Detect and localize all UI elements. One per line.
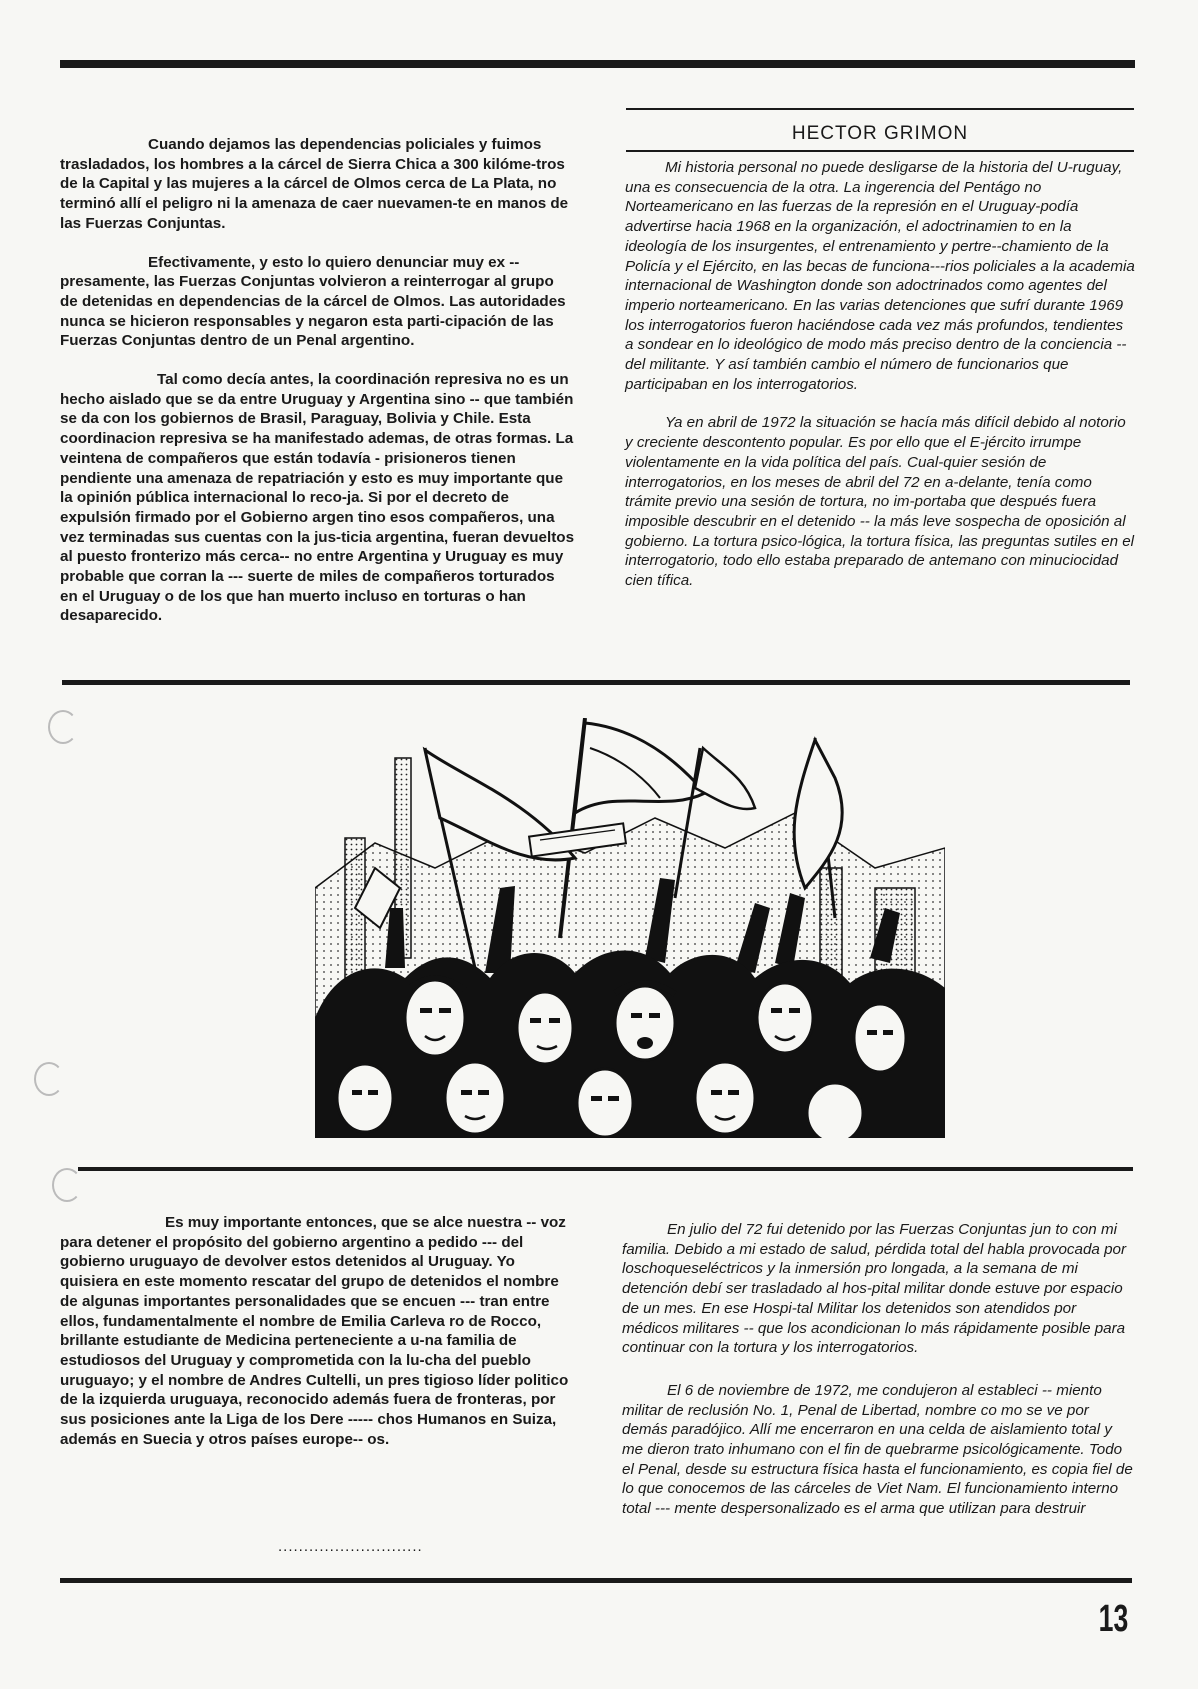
paragraph: Efectivamente, y esto lo quiero denunciar muy ex -- presamente, las Fuerzas Conjuntas volvieron a reinterrogar al grupo de detenidas en dependencias de la cárcel de Olmos. Las autoridades nunca se hicieron responsables y negaron esta parti-cipación de las Fuerzas Conjuntas dentro de un Penal argentino. [60,253,566,350]
mid-rule-lower [78,1167,1133,1171]
mid-rule-upper [62,680,1130,685]
bottom-left-column [60,1213,575,1468]
paragraph: Ya en abril de 1972 la situación se hacía más difícil debido al notorio y creciente descontento popular. Es por ello que el E-jército irrumpe violentamente en la vida política del país. Cual-quier sesión de interrogatorios, en los meses de abril del 72 en a-delante, tenía como trámite previo una sesión de tortura, no im-portaba que después fuera imposible descubrir en el detenido -- la más leve sospecha de oposición al gobierno. La tortura psico-lógica, la tortura física, las preguntas sutiles en el interrogatorio, todo ello estaba preparado de antemano con minuciocidad cien tífica. [625,414,1135,590]
bottom-right-column [622,1220,1134,1538]
article-heading: HECTOR GRIMON [791,123,969,144]
paragraph: Es muy importante entonces, que se alce nuestra -- voz para detener el propósito del gobierno argentino a pedido --- del gobierno uruguayo de devolver estos detenidos al Uruguay. Yo quisiera en este momento rescatar del grupo de detenidos el nombre de algunas importantes personalidades que se encuen --- tran entre ellos, fundamentalmente el nombre de Emilia Carleva ro de Rocco, brillante estudiante de Medicina perteneciente a u-na familia de estudiosos del Uruguay y comprometida con la lu-cha del pueblo uruguayo; y el nombre de Andres Cultelli, un pres tigioso líder politico de la izquierda uruguaya, reconocido además fuera de fronteras, por sus posiciones ante la Liga de los Dere ----- chos Humanos en Suiza, además en Suecia y otros países europe-- os. [60,1214,569,1448]
punch-hole-mark [48,710,78,744]
punch-hole-mark [52,1168,82,1202]
paragraph: Tal como decía antes, la coordinación represiva no es un hecho aislado que se da entre Uruguay y Argentina sino -- que también se da con los gobiernos de Brasil, Paraguay, Bolivia y Chile. Esta coordinacion represiva se ha manifestado ademas, de otras formas. La veintena de compañeros que están todavía - prisioneros tienen pendiente una amenaza de repatriación y esto es muy importante que la opinión pública internacional lo reco-ja. Si por el decreto de expulsión firmado por el Gobierno argen tino esos compañeros, una vez terminadas sus cuentas con la jus-ticia argentina, fueran devueltos al puesto fronterizo más cerca-- no entre Argentina y Uruguay es muy probable que corran la --- suerte de miles de compañeros torturados en el Uruguay o de los que han muerto incluso en torturas o han desaparecido. [60,371,575,625]
paragraph: En julio del 72 fui detenido por las Fuerzas Conjuntas jun to con mi familia. Debido a mi estado de salud, pérdida total del habla provocada por loschoqueseléctricos y la inmersión pro longada, a la semana de mi detención debí ser trasladado al hos-pital militar donde estuve por espacio de un mes. En ese Hospi-tal Militar los detenidos son atendidos por médicos militares -- que los acondicionan lo más rápidamente posible para continuar con la tortura y los interrogatorios. [622,1221,1127,1357]
crowd-protest-illustration [315,718,945,1138]
heading-rule-bottom [626,150,1134,152]
section-end-dots: ............................ [278,1538,423,1555]
heading-rule-top [626,108,1134,110]
punch-hole-mark [34,1062,64,1096]
top-border-rule [60,60,1135,68]
paragraph: Mi historia personal no puede desligarse de la historia del U-ruguay, una es consecuencia de la otra. La ingerencia del Pentágo no Norteamericano en las fuerzas de la represión en el Uruguay-podía advertirse hacia 1968 en la organización, el adoctrinamien to en la ideología de los insurgentes, el entrenamiento y pertre--chamiento de la Policía y el Ejército, en las becas de funciona---rios policiales a la academia internacional de Washington donde son adoctrinados como agentes del imperio norteamericano. En las varias detenciones que sufrí durante 1969 los interrogatorios fueron haciéndose cada vez más profundos, tendientes a sondear en lo ideológico de modo más preciso dentro de la conciencia -- del militante. Y así también cambio el número de funcionarios que participaban en los interrogatorios. [625,159,1135,393]
top-left-column [60,135,575,645]
page-number: 13 [1098,1598,1128,1640]
paragraph: Cuando dejamos las dependencias policiales y fuimos trasladados, los hombres a la cárcel de Sierra Chica a 300 kilóme-tros de la Capital y las mujeres a la cárcel de Olmos cerca de La Plata, no terminó allí el peligro ni la amenaza de caer nuevamen-te en manos de las Fuerzas Conjuntas. [60,136,569,232]
top-right-column [625,158,1135,610]
paragraph: El 6 de noviembre de 1972, me condujeron al estableci -- miento militar de reclusión No. 1, Penal de Libertad, nombre co mo se ve por demás paradójico. Allí me encerraron en una celda de aislamiento total y me dieron trato inhumano con el fin de quebrarme psicológicamente. Todo el Penal, desde su estructura física hasta el funcionamiento, es copia fiel de lo que conocemos de las cárceles de Viet Nam. El funcionamiento interno total --- mente despersonalizado es el arma que utilizan para destruir [622,1381,1133,1518]
bottom-border-rule [60,1578,1132,1583]
